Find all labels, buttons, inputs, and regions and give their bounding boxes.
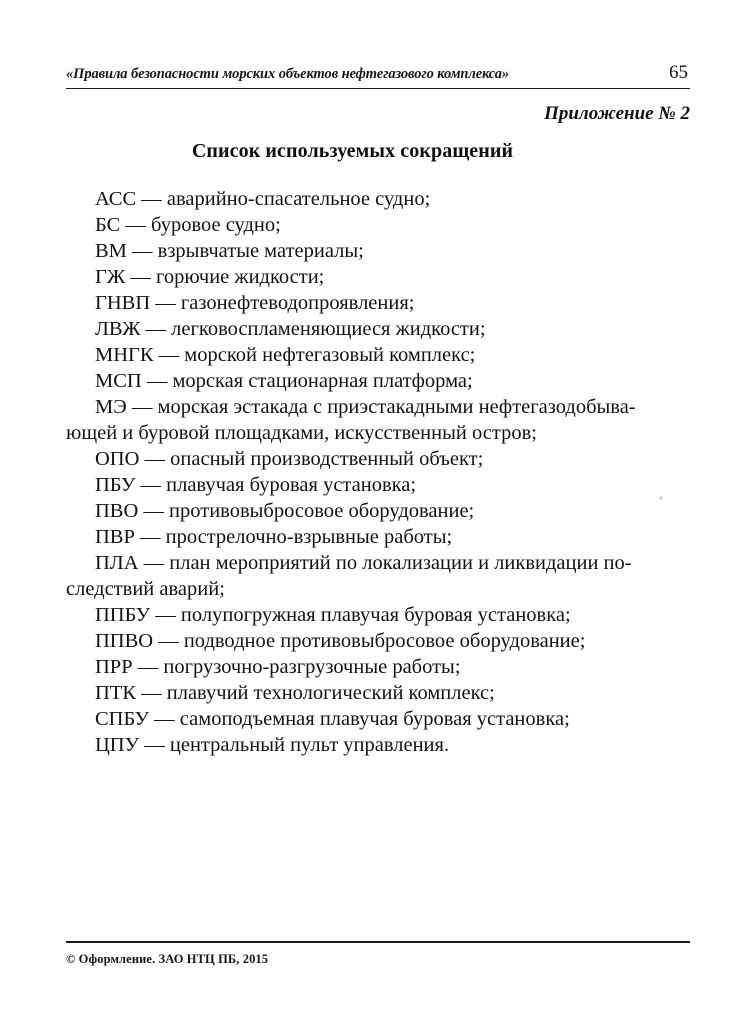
abbreviation-entry-line: ПЛА — план мероприятий по локализации и ликвидации по- (95, 552, 632, 574)
abbreviation-entry-line: ГЖ — горючие жидкости; (95, 266, 325, 288)
running-head (66, 62, 690, 84)
abbreviation-entry-line: ПТК — плавучий технологический комплекс; (95, 682, 495, 704)
abbreviation-entry-line: МСП — морская стационарная платформа; (95, 370, 473, 392)
abbreviation-continuation-line: ющей и буровой площадками, искусственный остров; (66, 422, 537, 444)
abbreviation-entry-line: МНГК — морской нефтегазовый комплекс; (95, 344, 476, 366)
abbreviation-entry-line: АСС — аварийно-спасательное судно; (95, 188, 431, 210)
footer-rule (66, 941, 690, 943)
abbreviation-entry-line: ПВО — противовыбросовое оборудование; (95, 500, 475, 522)
abbreviation-entry-line: ППБУ — полупогружная плавучая буровая установка; (95, 604, 571, 626)
abbreviation-entry-line: ПРР — погрузочно-разгрузочные работы; (95, 656, 461, 678)
running-head-title: «Правила безопасности морских объектов нефтегазового комплекса» (66, 66, 510, 82)
page-number: 65 (669, 62, 688, 83)
copyright-note: © Оформление. ЗАО НТЦ ПБ, 2015 (66, 952, 269, 966)
abbreviation-entry-line: ППВО — подводное противовыбросовое оборудование; (95, 630, 586, 652)
abbreviation-entry-line: ПБУ — плавучая буровая установка; (95, 474, 417, 496)
abbreviation-entry-line: БС — буровое судно; (95, 214, 281, 236)
abbreviation-list (66, 186, 690, 758)
page-title: Список используемых сокращений (191, 140, 514, 162)
header-rule (66, 88, 690, 89)
appendix-label: Приложение № 2 (544, 103, 690, 124)
abbreviation-continuation-line: следствий аварий; (66, 578, 225, 600)
abbreviation-entry-line: ОПО — опасный производственный объект; (95, 448, 484, 470)
scan-artifact-speck (659, 496, 663, 500)
abbreviation-entry-line: МЭ — морская эстакада с приэстакадными нефтегазодобыва- (95, 396, 636, 418)
abbreviation-entry-line: ЛВЖ — легковоспламеняющиеся жидкости; (95, 318, 486, 340)
abbreviation-entry-line: ЦПУ — центральный пульт управления. (95, 734, 450, 756)
abbreviation-entry-line: ВМ — взрывчатые материалы; (95, 240, 364, 262)
abbreviation-entry-line: СПБУ — самоподъемная плавучая буровая установка; (95, 708, 570, 730)
abbreviation-entry-line: ПВР — прострелочно-взрывные работы; (95, 526, 453, 548)
abbreviation-entry-line: ГНВП — газонефтеводопроявления; (95, 292, 415, 314)
